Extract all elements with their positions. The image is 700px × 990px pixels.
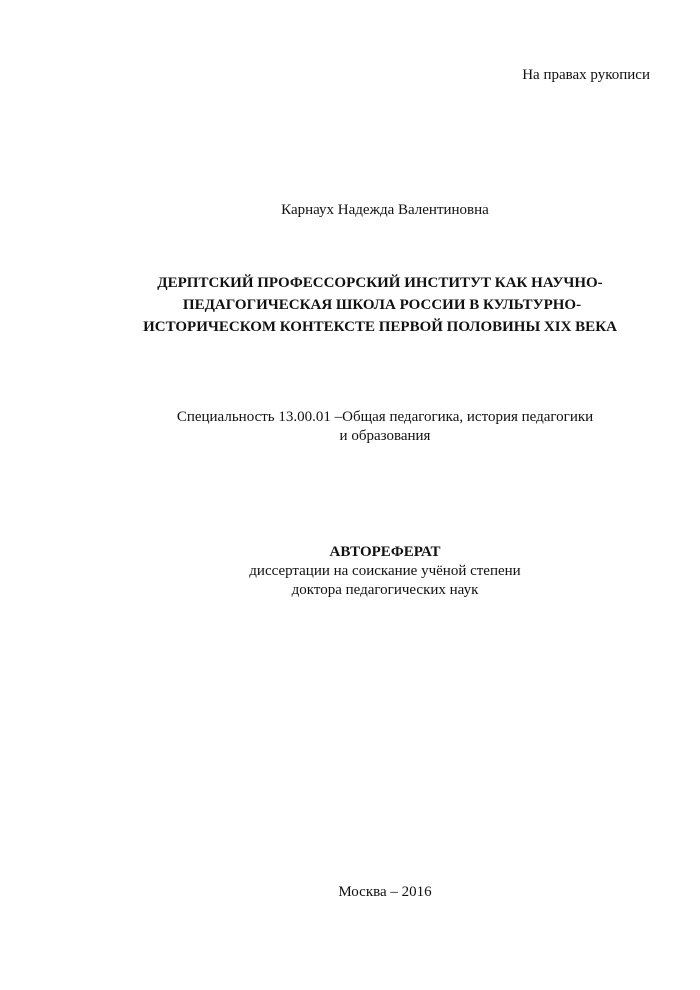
abstract-line: доктора педагогических наук bbox=[291, 582, 479, 598]
title-line: ПЕДАГОГИЧЕСКАЯ ШКОЛА РОССИИ В КУЛЬТУРНО- bbox=[182, 297, 582, 313]
specialty-line: и образования bbox=[339, 428, 431, 444]
abstract-block bbox=[0, 543, 700, 600]
abstract-heading: АВТОРЕФЕРАТ bbox=[329, 544, 441, 560]
abstract-line: диссертации на соискание учёной степени bbox=[249, 563, 521, 579]
title-line: ИСТОРИЧЕСКОМ КОНТЕКСТЕ ПЕРВОЙ ПОЛОВИНЫ XIX ВЕКА bbox=[143, 319, 617, 335]
specialty bbox=[0, 408, 700, 446]
place-year: Москва – 2016 bbox=[338, 884, 432, 900]
author-name: Карнаух Надежда Валентиновна bbox=[281, 202, 489, 218]
dissertation-title bbox=[0, 272, 700, 338]
specialty-line: Специальность 13.00.01 –Общая педагогика, история педагогики bbox=[176, 409, 594, 425]
title-line: ДЕРПТСКИЙ ПРОФЕССОРСКИЙ ИНСТИТУТ КАК НАУЧНО- bbox=[157, 275, 603, 291]
rights-note: На правах рукописи bbox=[522, 67, 650, 83]
